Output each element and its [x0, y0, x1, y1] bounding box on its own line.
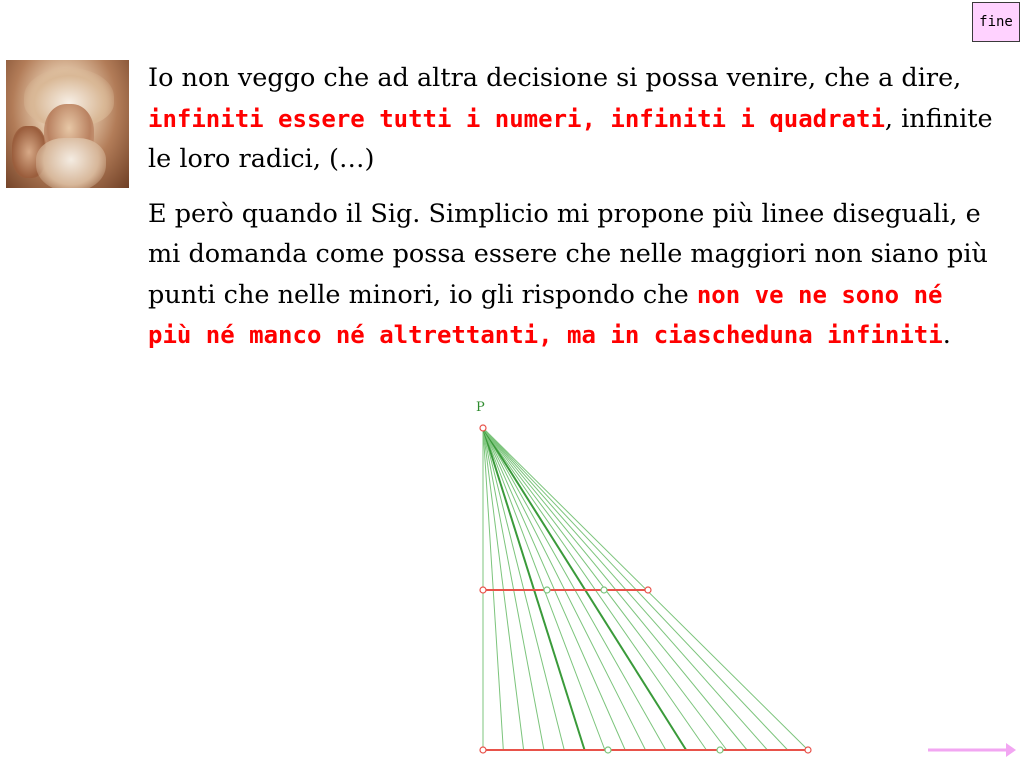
quote-text: E però quando il Sig. Simplicio mi propone più linee diseguali, e mi domanda come possa essere che nelle maggiori non siano più punti che nelle minori, io gli rispondo che — [148, 198, 988, 310]
upper-segment-point — [645, 587, 651, 593]
lower-segment-point — [717, 747, 723, 753]
apex-point — [480, 425, 486, 431]
apex-label: P — [476, 400, 485, 415]
fine-button-label: fine — [979, 14, 1013, 30]
quote-text: , infinite le loro radici, (…) — [148, 103, 993, 174]
quote-paragraph-2 — [148, 194, 998, 356]
emphasis-text: non ve ne sono né più né manco né altrettanti, ma in ciascheduna infiniti — [148, 280, 943, 349]
lower-segment-point — [605, 747, 611, 753]
quote-text-block — [148, 58, 998, 356]
quote-text: . — [942, 320, 951, 350]
lower-segment-point — [480, 747, 486, 753]
galileo-portrait — [6, 60, 129, 188]
emphasis-text: infiniti essere tutti i numeri, infiniti i quadrati — [148, 104, 885, 133]
quote-paragraph-1 — [148, 58, 998, 180]
lower-segment-point — [805, 747, 811, 753]
upper-segment-point — [480, 587, 486, 593]
projection-diagram — [460, 400, 820, 768]
upper-segment-point — [601, 587, 607, 593]
next-arrow-icon[interactable] — [926, 740, 1018, 760]
fine-button[interactable] — [972, 2, 1020, 42]
upper-segment-point — [544, 587, 550, 593]
quote-text: Io non veggo che ad altra decisione si possa venire, che a dire, — [148, 63, 962, 93]
